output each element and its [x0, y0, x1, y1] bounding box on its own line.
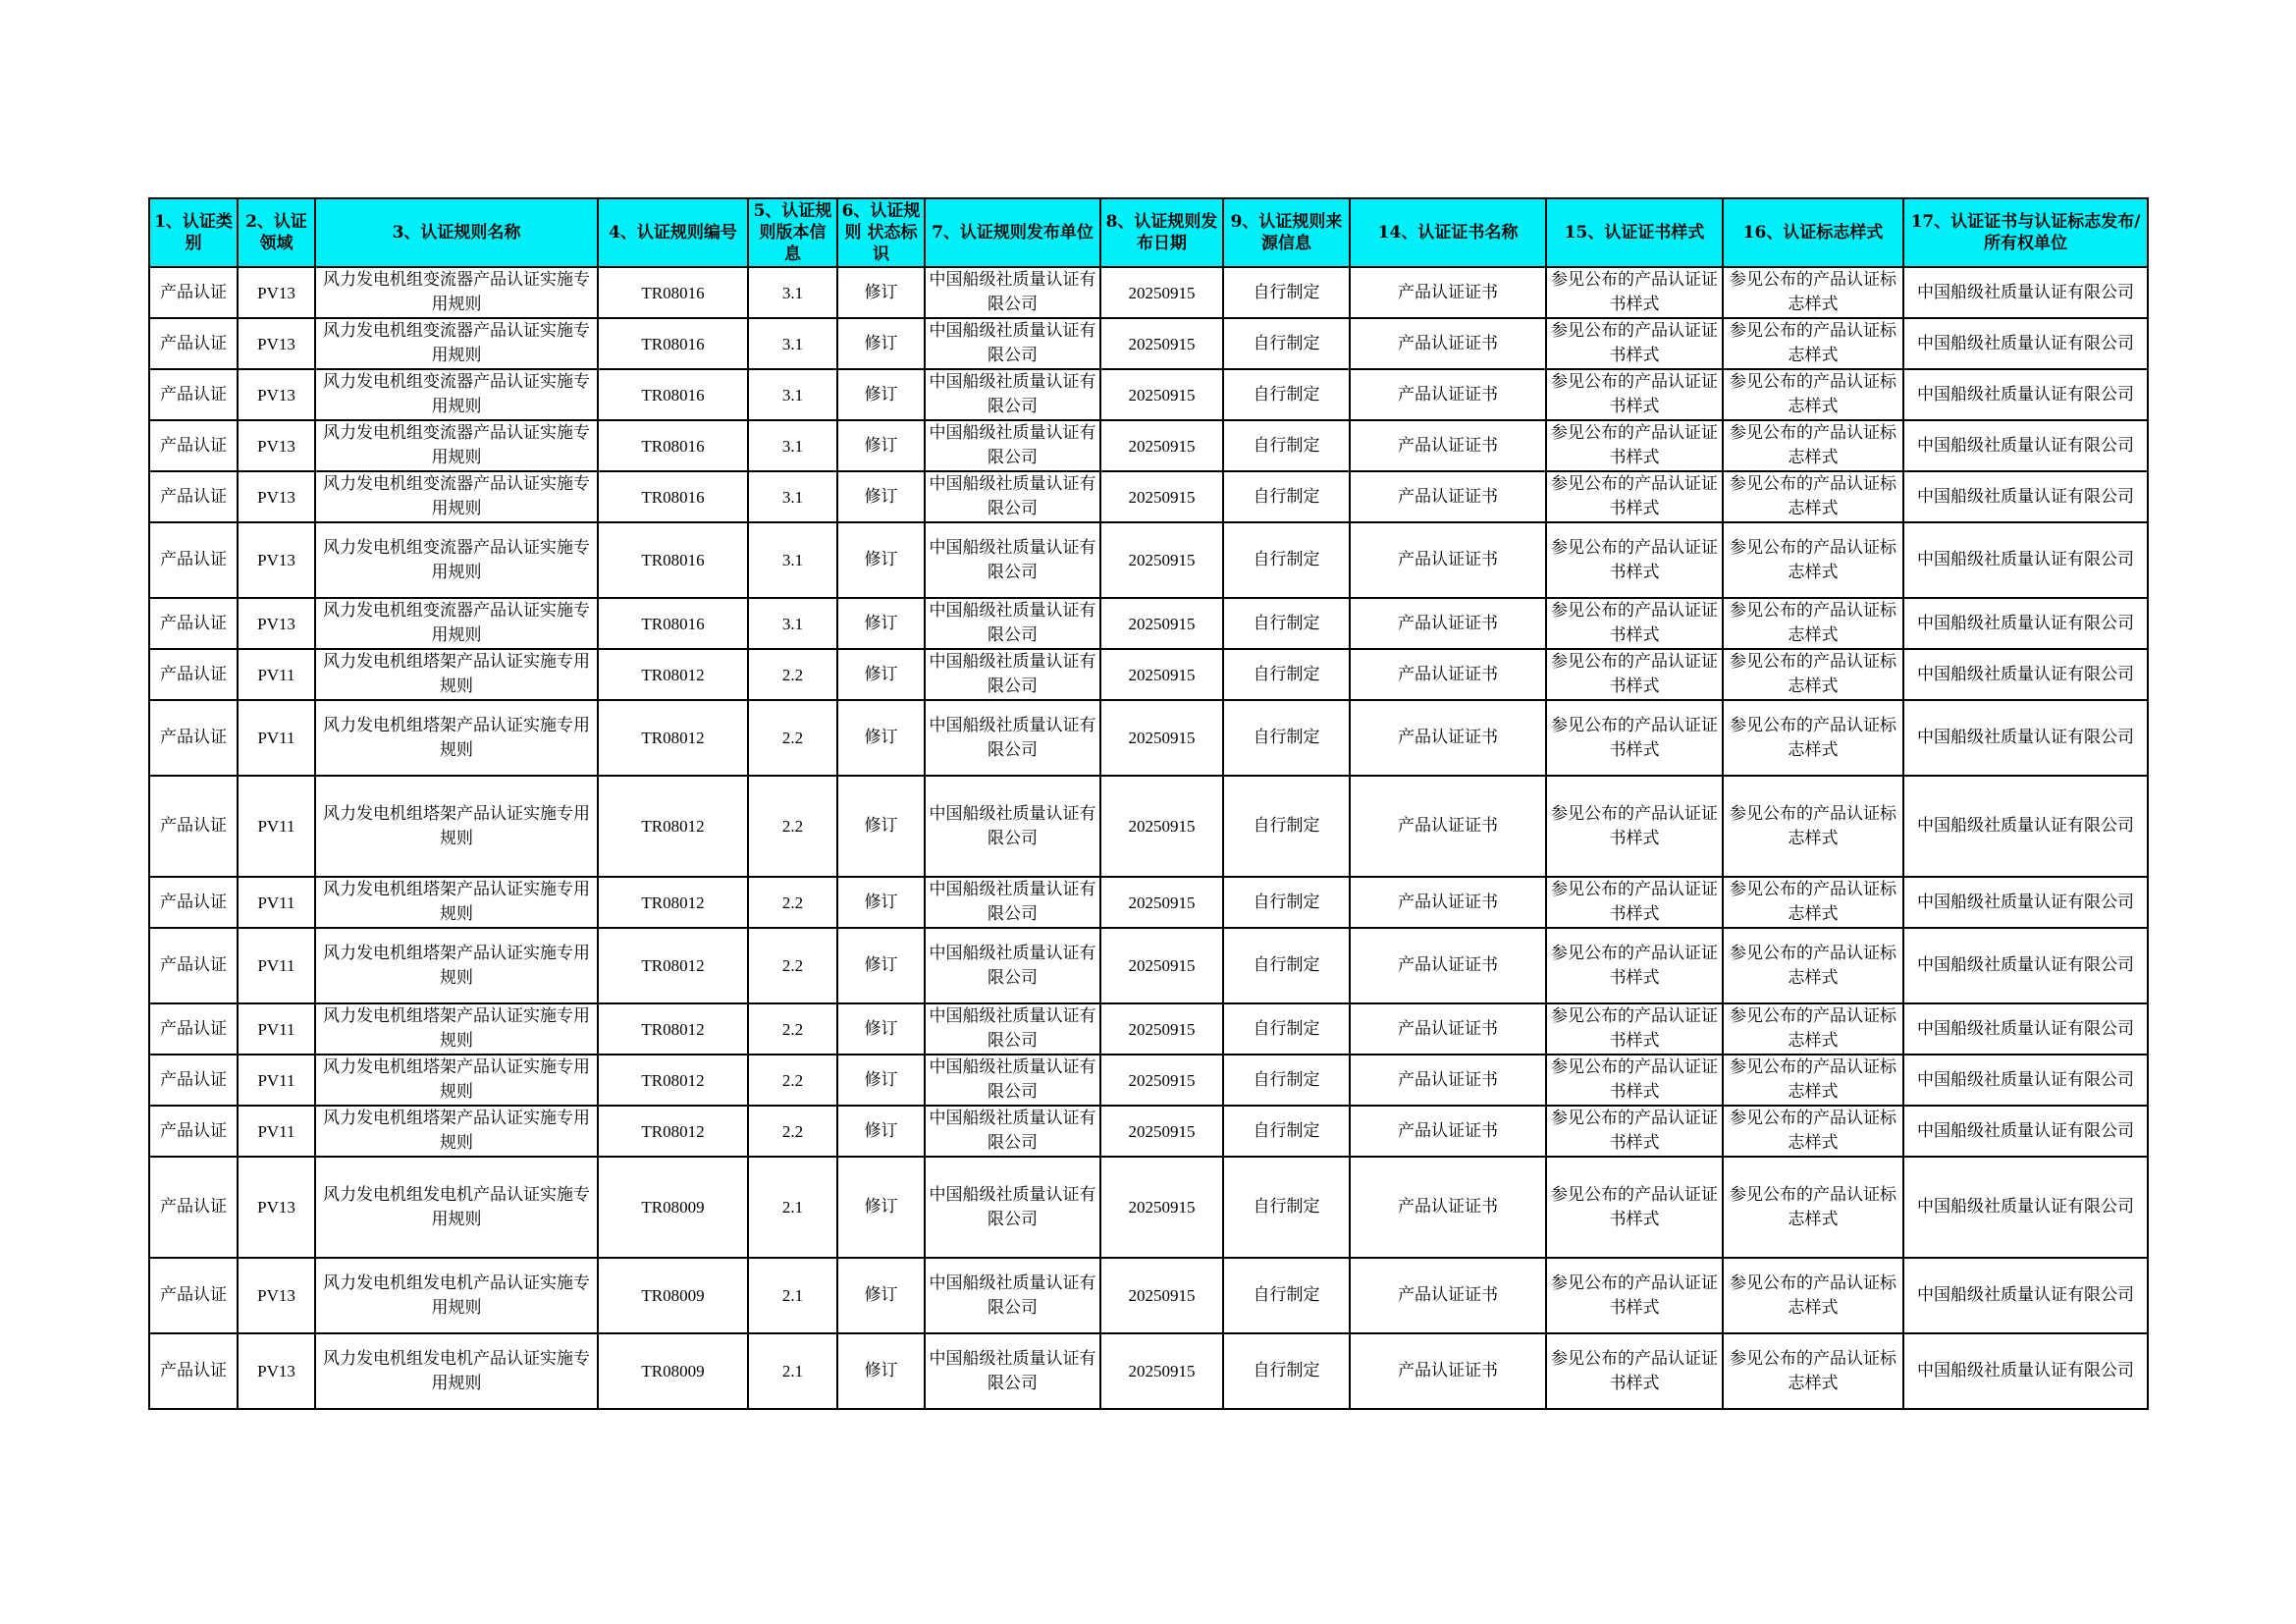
cell-owner: 中国船级社质量认证有限公司	[1903, 420, 2148, 471]
cell-rule-number: TR08016	[598, 420, 748, 471]
cell-publish-date: 20250915	[1100, 369, 1223, 420]
cell-certificate-style: 参见公布的产品认证证书样式	[1546, 522, 1723, 598]
cell-rule-name: 风力发电机组塔架产品认证实施专用规则	[315, 928, 598, 1003]
cell-certificate-name: 产品认证证书	[1350, 471, 1546, 522]
cell-owner: 中国船级社质量认证有限公司	[1903, 1333, 2148, 1409]
cell-field: PV13	[238, 267, 315, 318]
cell-certificate-style: 参见公布的产品认证证书样式	[1546, 267, 1723, 318]
cell-field: PV13	[238, 1333, 315, 1409]
cell-publisher: 中国船级社质量认证有限公司	[925, 1333, 1100, 1409]
cell-owner: 中国船级社质量认证有限公司	[1903, 318, 2148, 369]
cell-rule-name: 风力发电机组变流器产品认证实施专用规则	[315, 522, 598, 598]
cell-owner: 中国船级社质量认证有限公司	[1903, 1157, 2148, 1258]
cell-source: 自行制定	[1223, 1333, 1350, 1409]
cell-publisher: 中国船级社质量认证有限公司	[925, 1055, 1100, 1106]
cell-rule-number: TR08012	[598, 928, 748, 1003]
cell-category: 产品认证	[149, 700, 238, 776]
header-cell-version: 5、认证规则版本信息	[748, 198, 837, 267]
cell-category: 产品认证	[149, 1106, 238, 1157]
cell-category: 产品认证	[149, 1157, 238, 1258]
cell-rule-number: TR08016	[598, 318, 748, 369]
cell-source: 自行制定	[1223, 877, 1350, 928]
cell-status: 修订	[837, 471, 925, 522]
cell-certificate-style: 参见公布的产品认证证书样式	[1546, 649, 1723, 700]
cell-rule-number: TR08012	[598, 776, 748, 877]
header-cell-publish-date: 8、认证规则发布日期	[1100, 198, 1223, 267]
cell-rule-number: TR08016	[598, 522, 748, 598]
header-cell-category: 1、认证类别	[149, 198, 238, 267]
table-row	[149, 369, 2148, 420]
table-row	[149, 1258, 2148, 1333]
header-cell-status: 6、认证规则 状态标识	[837, 198, 925, 267]
cell-publish-date: 20250915	[1100, 267, 1223, 318]
cell-rule-number: TR08016	[598, 267, 748, 318]
cell-status: 修订	[837, 1258, 925, 1333]
cell-owner: 中国船级社质量认证有限公司	[1903, 598, 2148, 649]
table-row	[149, 700, 2148, 776]
cell-rule-name: 风力发电机组发电机产品认证实施专用规则	[315, 1258, 598, 1333]
cell-field: PV13	[238, 420, 315, 471]
cell-certificate-style: 参见公布的产品认证证书样式	[1546, 877, 1723, 928]
cell-category: 产品认证	[149, 471, 238, 522]
cell-rule-name: 风力发电机组发电机产品认证实施专用规则	[315, 1157, 598, 1258]
cell-status: 修订	[837, 776, 925, 877]
cell-publish-date: 20250915	[1100, 522, 1223, 598]
cell-rule-name: 风力发电机组塔架产品认证实施专用规则	[315, 1003, 598, 1055]
cell-version: 3.1	[748, 471, 837, 522]
cell-rule-name: 风力发电机组变流器产品认证实施专用规则	[315, 598, 598, 649]
cell-publish-date: 20250915	[1100, 649, 1223, 700]
cell-rule-name: 风力发电机组塔架产品认证实施专用规则	[315, 1055, 598, 1106]
cell-owner: 中国船级社质量认证有限公司	[1903, 928, 2148, 1003]
cell-mark-style: 参见公布的产品认证标志样式	[1723, 1157, 1903, 1258]
cell-certificate-name: 产品认证证书	[1350, 928, 1546, 1003]
cell-certificate-style: 参见公布的产品认证证书样式	[1546, 1157, 1723, 1258]
cell-owner: 中国船级社质量认证有限公司	[1903, 369, 2148, 420]
table-row	[149, 877, 2148, 928]
cell-source: 自行制定	[1223, 649, 1350, 700]
cell-rule-name: 风力发电机组变流器产品认证实施专用规则	[315, 318, 598, 369]
cell-status: 修订	[837, 1157, 925, 1258]
cell-rule-name: 风力发电机组变流器产品认证实施专用规则	[315, 369, 598, 420]
cell-certificate-name: 产品认证证书	[1350, 1003, 1546, 1055]
cell-certificate-style: 参见公布的产品认证证书样式	[1546, 318, 1723, 369]
certification-rules-table	[148, 197, 2149, 1410]
cell-certificate-name: 产品认证证书	[1350, 877, 1546, 928]
cell-mark-style: 参见公布的产品认证标志样式	[1723, 598, 1903, 649]
cell-certificate-style: 参见公布的产品认证证书样式	[1546, 700, 1723, 776]
cell-field: PV11	[238, 776, 315, 877]
cell-category: 产品认证	[149, 369, 238, 420]
cell-source: 自行制定	[1223, 928, 1350, 1003]
cell-certificate-name: 产品认证证书	[1350, 649, 1546, 700]
cell-rule-number: TR08012	[598, 1003, 748, 1055]
cell-version: 2.2	[748, 877, 837, 928]
cell-status: 修订	[837, 649, 925, 700]
cell-status: 修订	[837, 1055, 925, 1106]
table-row	[149, 1333, 2148, 1409]
cell-status: 修订	[837, 1333, 925, 1409]
cell-field: PV11	[238, 1055, 315, 1106]
cell-rule-name: 风力发电机组变流器产品认证实施专用规则	[315, 420, 598, 471]
cell-status: 修订	[837, 928, 925, 1003]
cell-source: 自行制定	[1223, 522, 1350, 598]
cell-certificate-style: 参见公布的产品认证证书样式	[1546, 1003, 1723, 1055]
cell-category: 产品认证	[149, 877, 238, 928]
cell-rule-number: TR08012	[598, 700, 748, 776]
cell-publish-date: 20250915	[1100, 1003, 1223, 1055]
cell-category: 产品认证	[149, 267, 238, 318]
cell-status: 修订	[837, 420, 925, 471]
table-row	[149, 1106, 2148, 1157]
cell-rule-number: TR08009	[598, 1333, 748, 1409]
cell-field: PV11	[238, 1106, 315, 1157]
cell-rule-name: 风力发电机组发电机产品认证实施专用规则	[315, 1333, 598, 1409]
cell-owner: 中国船级社质量认证有限公司	[1903, 471, 2148, 522]
cell-field: PV11	[238, 1003, 315, 1055]
table-row	[149, 522, 2148, 598]
cell-certificate-name: 产品认证证书	[1350, 267, 1546, 318]
cell-mark-style: 参见公布的产品认证标志样式	[1723, 318, 1903, 369]
cell-mark-style: 参见公布的产品认证标志样式	[1723, 776, 1903, 877]
cell-version: 2.2	[748, 776, 837, 877]
cell-certificate-name: 产品认证证书	[1350, 1055, 1546, 1106]
cell-owner: 中国船级社质量认证有限公司	[1903, 776, 2148, 877]
cell-certificate-style: 参见公布的产品认证证书样式	[1546, 369, 1723, 420]
cell-version: 2.2	[748, 1055, 837, 1106]
cell-source: 自行制定	[1223, 1157, 1350, 1258]
cell-certificate-name: 产品认证证书	[1350, 420, 1546, 471]
cell-field: PV11	[238, 700, 315, 776]
cell-field: PV13	[238, 522, 315, 598]
cell-publisher: 中国船级社质量认证有限公司	[925, 1157, 1100, 1258]
cell-source: 自行制定	[1223, 1055, 1350, 1106]
cell-version: 2.1	[748, 1333, 837, 1409]
header-cell-rule-number: 4、认证规则编号	[598, 198, 748, 267]
cell-field: PV11	[238, 877, 315, 928]
header-cell-field: 2、认证领域	[238, 198, 315, 267]
header-cell-certificate-style: 15、认证证书样式	[1546, 198, 1723, 267]
cell-publisher: 中国船级社质量认证有限公司	[925, 318, 1100, 369]
cell-status: 修订	[837, 700, 925, 776]
cell-mark-style: 参见公布的产品认证标志样式	[1723, 1003, 1903, 1055]
cell-field: PV13	[238, 318, 315, 369]
cell-source: 自行制定	[1223, 1106, 1350, 1157]
cell-source: 自行制定	[1223, 776, 1350, 877]
cell-certificate-name: 产品认证证书	[1350, 1258, 1546, 1333]
cell-source: 自行制定	[1223, 1258, 1350, 1333]
cell-rule-number: TR08016	[598, 598, 748, 649]
cell-rule-number: TR08012	[598, 877, 748, 928]
cell-category: 产品认证	[149, 522, 238, 598]
table-row	[149, 649, 2148, 700]
cell-mark-style: 参见公布的产品认证标志样式	[1723, 1106, 1903, 1157]
cell-owner: 中国船级社质量认证有限公司	[1903, 1106, 2148, 1157]
cell-publish-date: 20250915	[1100, 1258, 1223, 1333]
cell-field: PV13	[238, 1258, 315, 1333]
cell-owner: 中国船级社质量认证有限公司	[1903, 1055, 2148, 1106]
cell-rule-name: 风力发电机组塔架产品认证实施专用规则	[315, 877, 598, 928]
cell-version: 3.1	[748, 369, 837, 420]
header-cell-publisher: 7、认证规则发布单位	[925, 198, 1100, 267]
header-cell-certificate-name: 14、认证证书名称	[1350, 198, 1546, 267]
cell-publish-date: 20250915	[1100, 1157, 1223, 1258]
cell-certificate-style: 参见公布的产品认证证书样式	[1546, 928, 1723, 1003]
cell-publisher: 中国船级社质量认证有限公司	[925, 522, 1100, 598]
cell-publish-date: 20250915	[1100, 471, 1223, 522]
cell-version: 2.2	[748, 700, 837, 776]
cell-version: 3.1	[748, 598, 837, 649]
cell-certificate-style: 参见公布的产品认证证书样式	[1546, 420, 1723, 471]
cell-publisher: 中国船级社质量认证有限公司	[925, 877, 1100, 928]
cell-owner: 中国船级社质量认证有限公司	[1903, 1003, 2148, 1055]
cell-version: 3.1	[748, 267, 837, 318]
cell-field: PV13	[238, 598, 315, 649]
cell-version: 3.1	[748, 318, 837, 369]
cell-status: 修订	[837, 598, 925, 649]
cell-field: PV11	[238, 649, 315, 700]
cell-publish-date: 20250915	[1100, 776, 1223, 877]
cell-mark-style: 参见公布的产品认证标志样式	[1723, 649, 1903, 700]
cell-mark-style: 参见公布的产品认证标志样式	[1723, 1258, 1903, 1333]
cell-certificate-name: 产品认证证书	[1350, 522, 1546, 598]
cell-owner: 中国船级社质量认证有限公司	[1903, 877, 2148, 928]
cell-mark-style: 参见公布的产品认证标志样式	[1723, 877, 1903, 928]
cell-publish-date: 20250915	[1100, 598, 1223, 649]
table-row	[149, 776, 2148, 877]
cell-certificate-style: 参见公布的产品认证证书样式	[1546, 1333, 1723, 1409]
cell-source: 自行制定	[1223, 420, 1350, 471]
cell-certificate-style: 参见公布的产品认证证书样式	[1546, 598, 1723, 649]
cell-source: 自行制定	[1223, 318, 1350, 369]
cell-source: 自行制定	[1223, 1003, 1350, 1055]
cell-publish-date: 20250915	[1100, 700, 1223, 776]
cell-publisher: 中国船级社质量认证有限公司	[925, 1106, 1100, 1157]
cell-mark-style: 参见公布的产品认证标志样式	[1723, 471, 1903, 522]
cell-publish-date: 20250915	[1100, 318, 1223, 369]
cell-mark-style: 参见公布的产品认证标志样式	[1723, 1055, 1903, 1106]
cell-owner: 中国船级社质量认证有限公司	[1903, 700, 2148, 776]
table-body	[149, 267, 2148, 1409]
table-row	[149, 471, 2148, 522]
cell-certificate-style: 参见公布的产品认证证书样式	[1546, 776, 1723, 877]
cell-owner: 中国船级社质量认证有限公司	[1903, 267, 2148, 318]
cell-mark-style: 参见公布的产品认证标志样式	[1723, 928, 1903, 1003]
cell-version: 3.1	[748, 420, 837, 471]
cell-rule-number: TR08012	[598, 649, 748, 700]
cell-field: PV13	[238, 471, 315, 522]
cell-publisher: 中国船级社质量认证有限公司	[925, 369, 1100, 420]
cell-rule-name: 风力发电机组变流器产品认证实施专用规则	[315, 471, 598, 522]
cell-certificate-name: 产品认证证书	[1350, 1333, 1546, 1409]
cell-certificate-name: 产品认证证书	[1350, 598, 1546, 649]
cell-version: 2.2	[748, 1003, 837, 1055]
cell-publisher: 中国船级社质量认证有限公司	[925, 649, 1100, 700]
cell-certificate-style: 参见公布的产品认证证书样式	[1546, 1258, 1723, 1333]
cell-rule-name: 风力发电机组塔架产品认证实施专用规则	[315, 649, 598, 700]
cell-owner: 中国船级社质量认证有限公司	[1903, 1258, 2148, 1333]
cell-publish-date: 20250915	[1100, 877, 1223, 928]
table-row	[149, 267, 2148, 318]
table-row	[149, 318, 2148, 369]
cell-publish-date: 20250915	[1100, 1333, 1223, 1409]
cell-mark-style: 参见公布的产品认证标志样式	[1723, 522, 1903, 598]
cell-mark-style: 参见公布的产品认证标志样式	[1723, 1333, 1903, 1409]
header-cell-source: 9、认证规则来源信息	[1223, 198, 1350, 267]
cell-source: 自行制定	[1223, 700, 1350, 776]
cell-category: 产品认证	[149, 1055, 238, 1106]
cell-category: 产品认证	[149, 1333, 238, 1409]
cell-mark-style: 参见公布的产品认证标志样式	[1723, 700, 1903, 776]
cell-category: 产品认证	[149, 1258, 238, 1333]
cell-publisher: 中国船级社质量认证有限公司	[925, 267, 1100, 318]
cell-publisher: 中国船级社质量认证有限公司	[925, 928, 1100, 1003]
cell-rule-number: TR08012	[598, 1106, 748, 1157]
cell-certificate-style: 参见公布的产品认证证书样式	[1546, 1106, 1723, 1157]
cell-publisher: 中国船级社质量认证有限公司	[925, 598, 1100, 649]
table-row	[149, 1055, 2148, 1106]
cell-mark-style: 参见公布的产品认证标志样式	[1723, 267, 1903, 318]
table-row	[149, 928, 2148, 1003]
cell-rule-name: 风力发电机组塔架产品认证实施专用规则	[315, 1106, 598, 1157]
header-cell-owner: 17、认证证书与认证标志发布/所有权单位	[1903, 198, 2148, 267]
cell-rule-number: TR08009	[598, 1157, 748, 1258]
cell-category: 产品认证	[149, 420, 238, 471]
certification-rules-sheet	[148, 197, 2147, 1410]
table-row	[149, 420, 2148, 471]
cell-source: 自行制定	[1223, 369, 1350, 420]
cell-rule-number: TR08012	[598, 1055, 748, 1106]
cell-certificate-name: 产品认证证书	[1350, 369, 1546, 420]
table-row	[149, 1157, 2148, 1258]
cell-publisher: 中国船级社质量认证有限公司	[925, 420, 1100, 471]
cell-status: 修订	[837, 877, 925, 928]
cell-publisher: 中国船级社质量认证有限公司	[925, 776, 1100, 877]
cell-version: 2.1	[748, 1258, 837, 1333]
cell-field: PV13	[238, 369, 315, 420]
cell-rule-number: TR08009	[598, 1258, 748, 1333]
cell-rule-number: TR08016	[598, 369, 748, 420]
cell-status: 修订	[837, 318, 925, 369]
cell-category: 产品认证	[149, 1003, 238, 1055]
cell-publisher: 中国船级社质量认证有限公司	[925, 700, 1100, 776]
cell-version: 2.2	[748, 1106, 837, 1157]
header-cell-rule-name: 3、认证规则名称	[315, 198, 598, 267]
cell-owner: 中国船级社质量认证有限公司	[1903, 522, 2148, 598]
cell-source: 自行制定	[1223, 598, 1350, 649]
cell-field: PV13	[238, 1157, 315, 1258]
cell-version: 2.2	[748, 649, 837, 700]
cell-certificate-name: 产品认证证书	[1350, 700, 1546, 776]
cell-mark-style: 参见公布的产品认证标志样式	[1723, 369, 1903, 420]
cell-publish-date: 20250915	[1100, 1055, 1223, 1106]
cell-category: 产品认证	[149, 649, 238, 700]
cell-certificate-name: 产品认证证书	[1350, 318, 1546, 369]
table-row	[149, 598, 2148, 649]
cell-certificate-style: 参见公布的产品认证证书样式	[1546, 471, 1723, 522]
cell-category: 产品认证	[149, 318, 238, 369]
cell-owner: 中国船级社质量认证有限公司	[1903, 649, 2148, 700]
cell-rule-number: TR08016	[598, 471, 748, 522]
cell-publisher: 中国船级社质量认证有限公司	[925, 471, 1100, 522]
table-header	[149, 198, 2148, 267]
cell-publish-date: 20250915	[1100, 928, 1223, 1003]
cell-status: 修订	[837, 369, 925, 420]
cell-rule-name: 风力发电机组塔架产品认证实施专用规则	[315, 700, 598, 776]
cell-rule-name: 风力发电机组塔架产品认证实施专用规则	[315, 776, 598, 877]
cell-version: 3.1	[748, 522, 837, 598]
cell-status: 修订	[837, 267, 925, 318]
cell-version: 2.2	[748, 928, 837, 1003]
table-row	[149, 1003, 2148, 1055]
cell-publish-date: 20250915	[1100, 1106, 1223, 1157]
cell-certificate-name: 产品认证证书	[1350, 1106, 1546, 1157]
cell-certificate-name: 产品认证证书	[1350, 1157, 1546, 1258]
cell-publisher: 中国船级社质量认证有限公司	[925, 1258, 1100, 1333]
header-cell-mark-style: 16、认证标志样式	[1723, 198, 1903, 267]
cell-field: PV11	[238, 928, 315, 1003]
cell-mark-style: 参见公布的产品认证标志样式	[1723, 420, 1903, 471]
header-row	[149, 198, 2148, 267]
cell-category: 产品认证	[149, 598, 238, 649]
cell-rule-name: 风力发电机组变流器产品认证实施专用规则	[315, 267, 598, 318]
cell-publisher: 中国船级社质量认证有限公司	[925, 1003, 1100, 1055]
cell-source: 自行制定	[1223, 471, 1350, 522]
cell-source: 自行制定	[1223, 267, 1350, 318]
cell-status: 修订	[837, 1106, 925, 1157]
cell-status: 修订	[837, 1003, 925, 1055]
cell-category: 产品认证	[149, 776, 238, 877]
cell-status: 修订	[837, 522, 925, 598]
cell-version: 2.1	[748, 1157, 837, 1258]
cell-publish-date: 20250915	[1100, 420, 1223, 471]
cell-certificate-name: 产品认证证书	[1350, 776, 1546, 877]
cell-category: 产品认证	[149, 928, 238, 1003]
cell-certificate-style: 参见公布的产品认证证书样式	[1546, 1055, 1723, 1106]
